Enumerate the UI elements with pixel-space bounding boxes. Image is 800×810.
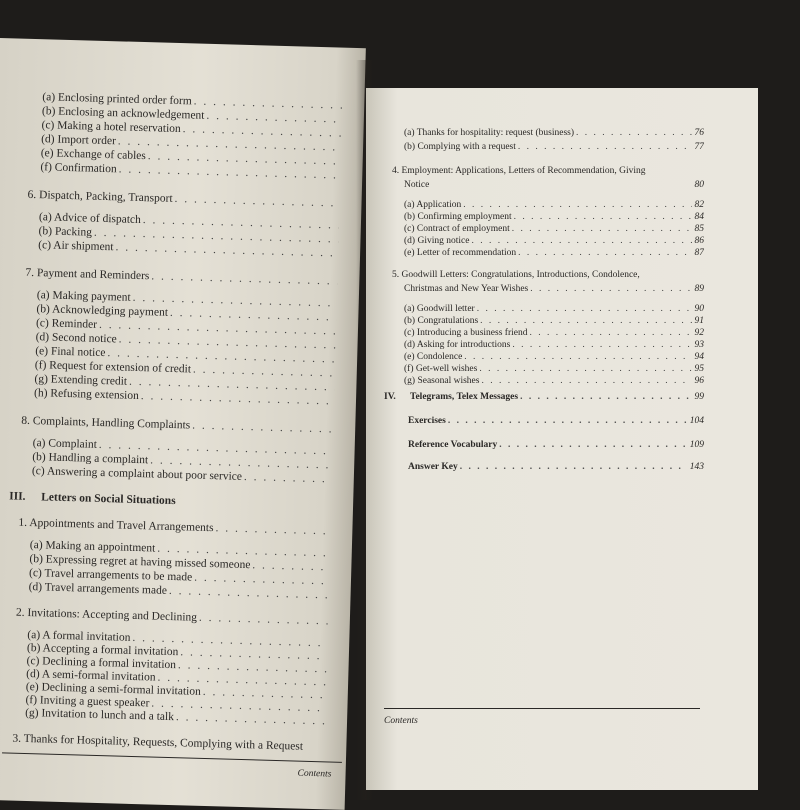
toc-entry-label: (e) Declining a semi-formal invitation — [25, 680, 201, 698]
leader-dots — [512, 224, 692, 234]
leader-dots — [206, 110, 342, 126]
leader-dots — [514, 212, 692, 222]
part-title: Telegrams, Telex Messages — [410, 392, 519, 402]
page-footer: Contents — [297, 768, 332, 780]
section-title: 1. Appointments and Travel Arrangements — [18, 516, 214, 535]
leader-dots — [460, 462, 687, 472]
leader-dots — [151, 270, 337, 287]
leader-dots — [512, 340, 691, 350]
footer-rule — [2, 752, 342, 762]
toc-entry-label: (e) Exchange of cables — [40, 147, 146, 163]
toc-entry-label: (a) Goodwill letter — [404, 304, 475, 314]
toc-section-heading[interactable] — [404, 180, 704, 190]
toc-entry-label: (c) Answering a complaint about poor service — [31, 465, 243, 483]
page-number: 93 — [694, 340, 704, 350]
leader-dots — [215, 522, 330, 537]
leader-dots — [174, 193, 339, 210]
toc-entry-label: (d) Import order — [41, 133, 117, 148]
toc-entry-label: (c) Declining a formal invitation — [26, 654, 177, 672]
toc-backmatter-entry[interactable] — [408, 440, 704, 450]
page-number: 86 — [694, 236, 704, 246]
leader-dots — [477, 304, 692, 314]
toc-entry[interactable] — [404, 224, 704, 234]
toc-entry-label: (f) Inviting a guest speaker — [25, 693, 150, 710]
toc-entry-label: (b) Handling a complaint — [32, 451, 149, 467]
toc-backmatter-entry[interactable] — [408, 462, 704, 472]
page-number: 94 — [694, 352, 704, 362]
leader-dots — [480, 316, 691, 326]
toc-entry-label: (a) Making an appointment — [29, 539, 156, 555]
section-title-cont: Notice — [404, 180, 430, 190]
section-title: 6. Dispatch, Packing, Transport — [27, 188, 173, 205]
toc-entry-label: (f) Get-well wishes — [404, 364, 478, 374]
leader-dots — [481, 376, 691, 386]
toc-entry-label: (a) Application — [404, 200, 462, 210]
toc-entry-label: (a) A formal invitation — [27, 628, 131, 644]
toc-entry[interactable] — [404, 236, 704, 246]
page-number: 96 — [694, 376, 704, 386]
toc-entry[interactable] — [404, 304, 704, 314]
toc-entry-label: (d) Giving notice — [404, 236, 470, 246]
leader-dots — [192, 420, 333, 436]
toc-entry-label: (c) Reminder — [35, 317, 98, 331]
leader-dots — [576, 128, 692, 138]
toc-section-heading[interactable] — [27, 189, 339, 210]
toc-entry[interactable] — [404, 212, 704, 222]
section-title: 2. Invitations: Accepting and Declining — [15, 606, 198, 624]
toc-entry-label: (d) Travel arrangements made — [28, 581, 168, 597]
toc-entry-label: (b) Complying with a request — [404, 142, 516, 152]
toc-entry-label: (a) Advice of dispatch — [38, 211, 142, 227]
page-number: 80 — [694, 180, 704, 190]
toc-entry-label: (b) Congratulations — [404, 316, 479, 326]
toc-entry[interactable] — [404, 248, 704, 258]
leader-dots — [169, 585, 329, 601]
toc-section-heading[interactable] — [16, 607, 328, 628]
toc-entry-label: (c) Making a hotel reservation — [41, 119, 181, 136]
toc-entry[interactable] — [404, 328, 704, 338]
leader-dots — [520, 392, 691, 402]
leader-dots — [529, 328, 691, 338]
toc-entry-label: (e) Final notice — [35, 345, 106, 360]
toc-entry-label: (b) Expressing regret at having missed someone — [29, 553, 251, 572]
toc-entry-label: (b) Confirming employment — [404, 212, 512, 222]
section-title: 7. Payment and Reminders — [25, 266, 150, 283]
toc-entry-label: (b) Enclosing an acknowledgement — [41, 105, 205, 122]
page-number: 82 — [694, 200, 704, 210]
page-number: 109 — [689, 440, 704, 450]
entry-title: Answer Key — [408, 462, 458, 472]
section-title: 5. Goodwill Letters: Congratulations, Introductions, Condolence, — [392, 270, 640, 280]
toc-entry-label: (c) Contract of employment — [404, 224, 510, 234]
toc-entry[interactable] — [404, 352, 704, 362]
leader-dots — [464, 352, 691, 362]
toc-entry-label: (b) Accepting a formal invitation — [26, 641, 179, 659]
leader-dots — [448, 416, 687, 426]
toc-entry-label: (h) Refusing extension — [33, 387, 139, 403]
leader-dots — [193, 364, 335, 380]
left-page — [0, 38, 366, 810]
toc-entry-label: (f) Confirmation — [40, 161, 117, 176]
toc-entry-label: (a) Thanks for hospitality: request (business) — [404, 128, 574, 138]
page-number: 90 — [694, 304, 704, 314]
page-number: 76 — [694, 128, 704, 138]
leader-dots — [530, 284, 691, 294]
page-number: 89 — [694, 284, 704, 294]
toc-entry[interactable] — [404, 200, 704, 210]
toc-entry-label: (g) Extending credit — [34, 373, 128, 388]
toc-section-heading[interactable] — [12, 733, 342, 754]
leader-dots — [479, 364, 691, 374]
part-numeral: III. — [9, 490, 26, 503]
toc-part-heading[interactable] — [9, 490, 331, 511]
toc-entry[interactable] — [404, 142, 704, 152]
toc-entry[interactable] — [404, 364, 704, 374]
toc-entry[interactable] — [404, 376, 704, 386]
toc-entry-label: (a) Complaint — [32, 437, 98, 451]
toc-entry-label: (a) Enclosing printed order form — [42, 91, 192, 108]
page-number: 95 — [694, 364, 704, 374]
page-footer: Contents — [384, 716, 418, 726]
page-number: 104 — [689, 416, 704, 426]
toc-entry[interactable] — [404, 128, 704, 138]
toc-entry[interactable] — [404, 340, 704, 350]
right-page — [366, 88, 758, 790]
toc-entry[interactable] — [404, 316, 704, 326]
page-number: 143 — [689, 462, 704, 472]
part-title: Letters on Social Situations — [41, 491, 176, 508]
toc-entry-label: (a) Making payment — [36, 289, 131, 304]
page-number: 91 — [694, 316, 704, 326]
section-title: 4. Employment: Applications, Letters of Recommendation, Giving — [392, 166, 646, 176]
leader-dots — [244, 471, 332, 485]
toc-entry-label: (g) Seasonal wishes — [404, 376, 480, 386]
leader-dots — [252, 559, 329, 573]
page-number: 92 — [694, 328, 704, 338]
leader-dots — [518, 142, 692, 152]
toc-backmatter-entry[interactable] — [408, 416, 704, 426]
toc-entry-label: (e) Letter of recommendation — [404, 248, 517, 258]
entry-title: Exercises — [408, 416, 446, 426]
toc-section-heading[interactable] — [25, 267, 337, 288]
toc-entry-label: (c) Air shipment — [38, 239, 114, 254]
toc-entry-label: (b) Packing — [38, 225, 93, 239]
page-number: 84 — [694, 212, 704, 222]
page-number: 77 — [694, 142, 704, 152]
page-number: 99 — [694, 392, 704, 402]
toc-entry-label: (d) Second notice — [35, 331, 117, 346]
entry-title: Reference Vocabulary — [408, 440, 498, 450]
toc-entry-label: (d) Asking for introductions — [404, 340, 511, 350]
toc-section-heading[interactable] — [404, 284, 704, 294]
toc-part-heading[interactable] — [384, 392, 704, 402]
leader-dots — [471, 236, 691, 246]
page-number: 85 — [694, 224, 704, 234]
toc-entry-label: (c) Travel arrangements to be made — [28, 567, 193, 584]
leader-dots — [194, 572, 329, 588]
footer-rule — [384, 708, 700, 709]
leader-dots — [499, 440, 686, 450]
leader-dots — [518, 248, 691, 258]
section-title: 8. Complaints, Handling Complaints — [21, 414, 191, 432]
part-numeral: IV. — [384, 392, 396, 402]
toc-entry-label: (e) Condolence — [404, 352, 463, 362]
leader-dots — [463, 200, 691, 210]
toc-entry-label: (d) A semi-formal invitation — [26, 667, 156, 684]
section-title: 3. Thanks for Hospitality, Requests, Complying with a Request — [12, 732, 304, 753]
section-title-cont: Christmas and New Year Wishes — [404, 284, 529, 294]
toc-entry-label: (b) Acknowledging payment — [36, 303, 169, 319]
leader-dots — [199, 612, 328, 628]
toc-section-heading[interactable] — [21, 415, 333, 436]
toc-entry-label: (c) Introducing a business friend — [404, 328, 528, 338]
toc-entry-label: (g) Invitation to lunch and a talk — [24, 706, 175, 724]
toc-section-heading[interactable] — [18, 517, 330, 538]
toc-entry-label: (f) Request for extension of credit — [34, 359, 192, 376]
page-number: 87 — [694, 248, 704, 258]
